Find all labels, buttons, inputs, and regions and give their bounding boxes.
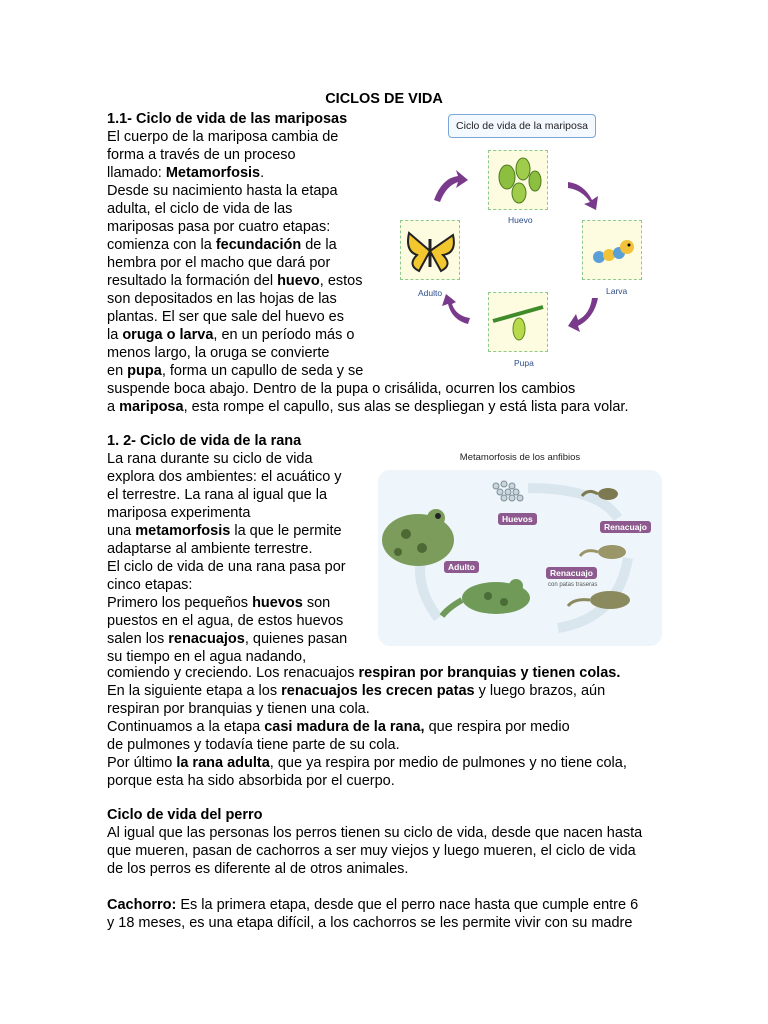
dog-section	[107, 806, 662, 932]
frog-label-patas-traseras: con patas traseras	[548, 582, 598, 588]
paragraph-line: forma a través de un proceso	[107, 147, 296, 163]
eggs-icon	[493, 481, 523, 501]
caterpillar-icon	[583, 221, 641, 279]
egg-icon	[489, 151, 547, 209]
paragraph-line: Desde su nacimiento hasta la etapa	[107, 183, 338, 199]
paragraph-line: cinco etapas:	[107, 577, 193, 593]
paragraph-line: Cachorro: Es la primera etapa, desde que el perro nace hasta que cumple entre 6	[107, 897, 639, 913]
paragraph-line: mariposa experimenta	[107, 505, 251, 521]
paragraph-line: hembra por el macho que dará por	[107, 255, 331, 271]
butterfly-section	[107, 110, 375, 380]
figure-title: Ciclo de vida de la mariposa	[448, 114, 596, 138]
pupa-stage-box	[488, 292, 548, 352]
stage-label-pupa: Pupa	[514, 358, 534, 368]
paragraph-line: Al igual que las personas los perros tienen su ciclo de vida, desde que nacen hasta	[107, 825, 643, 841]
paragraph-line: resultado la formación del huevo, estos	[107, 273, 363, 289]
paragraph-line: llamado: Metamorfosis.	[107, 165, 265, 181]
paragraph-line: La rana durante su ciclo de vida	[107, 451, 313, 467]
arrow-icon	[442, 294, 470, 324]
arrow-icon	[568, 298, 598, 332]
tadpole-icon	[580, 545, 626, 559]
paragraph-line: Primero los pequeños huevos son	[107, 595, 331, 611]
paragraph-line: explora dos ambientes: el acuático y	[107, 469, 342, 485]
stage-label-adulto: Adulto	[418, 288, 443, 298]
paragraph-line: salen los renacuajos, quienes pasan	[107, 631, 348, 647]
paragraph-line: Continuamos a la etapa casi madura de la rana, que respira por medio	[107, 719, 570, 735]
paragraph-line: en pupa, forma un capullo de seda y se	[107, 363, 364, 379]
butterfly-lifecycle-figure	[392, 108, 652, 376]
butterfly-icon	[401, 221, 459, 279]
paragraph-line: adulta, el ciclo de vida de las	[107, 201, 293, 217]
figure-title: Metamorfosis de los anfibios	[459, 452, 581, 463]
section-heading-butterfly: 1.1- Ciclo de vida de las mariposas	[107, 111, 348, 127]
frog-illustration	[378, 448, 662, 648]
paragraph-line: puestos en el agua, de estos huevos	[107, 613, 344, 629]
paragraph-line: Por último la rana adulta, que ya respira por medio de pulmones y no tiene cola,	[107, 755, 627, 771]
frog-label-huevos: Huevos	[498, 514, 537, 524]
arrow-icon	[434, 170, 468, 202]
adult-stage-box	[400, 220, 460, 280]
paragraph-line: a mariposa, esta rompe el capullo, sus alas se despliegan y está lista para volar.	[107, 399, 629, 415]
paragraph-line: plantas. El ser que sale del huevo es	[107, 309, 344, 325]
adult-frog-icon	[382, 509, 454, 566]
frog-label-renacuajo: Renacuajo	[600, 522, 651, 532]
paragraph-line: que mueren, pasan de cachorros a ser muy viejos y luego mueren, el ciclo de vida	[107, 843, 636, 859]
spacer	[107, 878, 662, 896]
paragraph-line: En la siguiente etapa a los renacuajos les crecen patas y luego brazos, aún	[107, 683, 606, 699]
egg-stage-box	[488, 150, 548, 210]
paragraph-line: son depositados en las hojas de las	[107, 291, 337, 307]
stage-label-larva: Larva	[606, 286, 628, 296]
paragraph-line: la oruga o larva, en un período más o	[107, 327, 355, 343]
page-title: CICLOS DE VIDA	[325, 91, 443, 107]
frog-label-renacuajo-patas: Renacuajo	[546, 568, 597, 578]
frog-section-full	[107, 664, 662, 790]
frog-label-adulto: Adulto	[444, 562, 479, 572]
section-heading-dog: Ciclo de vida del perro	[107, 807, 263, 823]
paragraph-line: comiendo y creciendo. Los renacuajos respiran por branquias y tienen colas.	[107, 665, 621, 681]
paragraph-line: menos largo, la oruga se convierte	[107, 345, 330, 361]
paragraph-line: El cuerpo de la mariposa cambia de	[107, 129, 339, 145]
tadpole-legs-icon	[568, 591, 630, 609]
paragraph-line: mariposas pasa por cuatro etapas:	[107, 219, 331, 235]
paragraph-line: una metamorfosis la que le permite	[107, 523, 342, 539]
butterfly-section-full	[107, 380, 662, 416]
larva-stage-box	[582, 220, 642, 280]
stage-label-huevo: Huevo	[508, 215, 533, 225]
paragraph-line: de pulmones y todavía tiene parte de su cola.	[107, 737, 400, 753]
paragraph-line: suspende boca abajo. Dentro de la pupa o crisálida, ocurren los cambios	[107, 381, 576, 397]
pupa-icon	[489, 293, 547, 351]
frog-lifecycle-figure	[378, 448, 662, 648]
paragraph-line: y 18 meses, es una etapa difícil, a los cachorros se les permite vivir con su madre	[107, 915, 633, 931]
paragraph-line: comienza con la fecundación de la	[107, 237, 337, 253]
paragraph-line: el terrestre. La rana al igual que la	[107, 487, 328, 503]
paragraph-line: su tiempo en el agua nadando,	[107, 649, 307, 665]
paragraph-line: respiran por branquias y tienen una cola.	[107, 701, 370, 717]
paragraph-line: El ciclo de vida de una rana pasa por	[107, 559, 346, 575]
paragraph-line: porque esta ha sido absorbida por el cuerpo.	[107, 773, 395, 789]
juvenile-frog-icon	[442, 579, 530, 616]
section-heading-frog: 1. 2- Ciclo de vida de la rana	[107, 433, 302, 449]
paragraph-line: adaptarse al ambiente terrestre.	[107, 541, 313, 557]
arrow-icon	[568, 182, 598, 210]
paragraph-line: de los perros es diferente al de otros animales.	[107, 861, 409, 877]
frog-section	[107, 432, 359, 666]
